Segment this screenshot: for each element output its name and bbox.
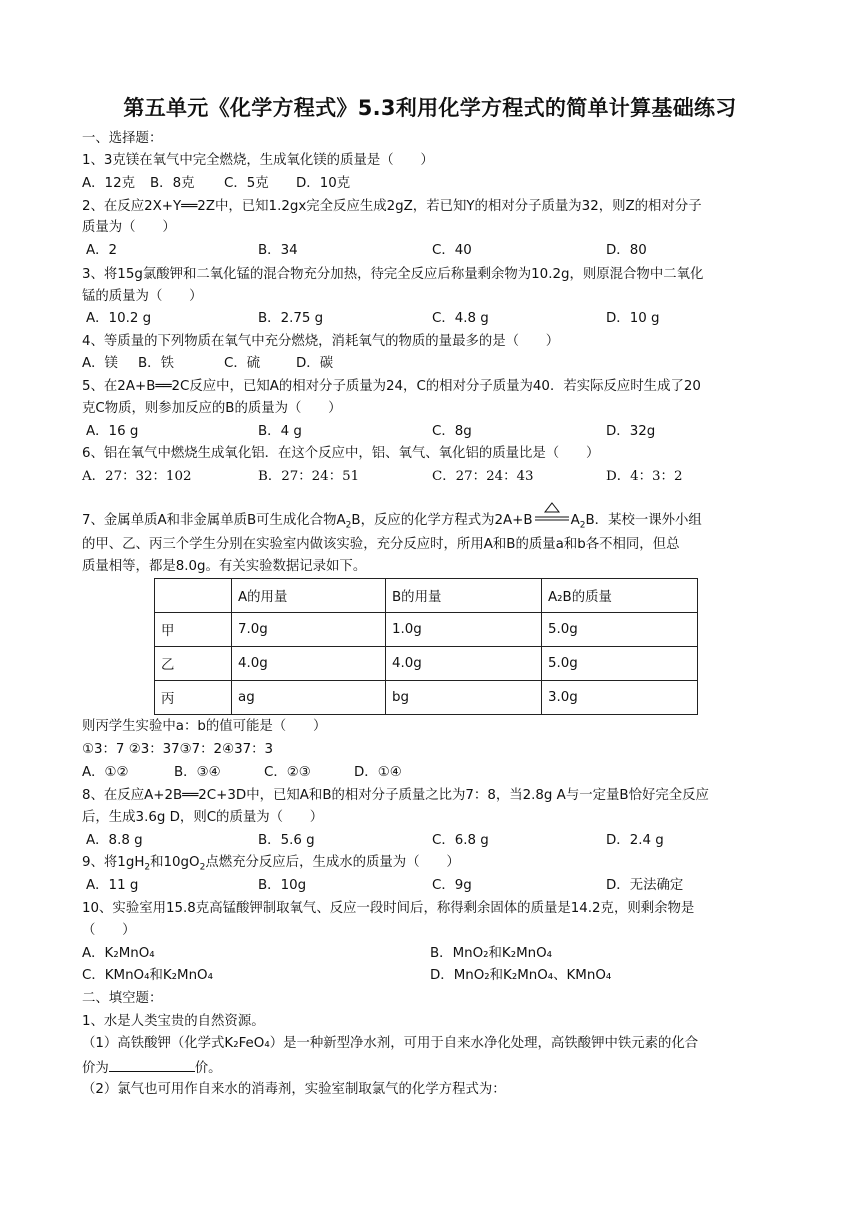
option-b: B．4 g [258,424,302,439]
table-header-cell: A₂B的质量 [542,579,698,613]
option-c: C．4.8 g [432,311,489,326]
question-2-options [82,242,782,260]
table-cell: 3.0g [542,681,698,715]
fill-1-part-2: （2）氯气也可用作自来水的消毒剂，实验室制取氯气的化学方程式为： [82,1082,506,1097]
table-cell: 1.0g [386,613,542,647]
table-cell: 5.0g [542,613,698,647]
option-d: D．2.4 g [606,833,664,848]
table-header-row [155,579,698,613]
option-b: B．MnO₂和K₂MnO₄ [430,946,553,961]
fill-1-part-1-line-1: （1）高铁酸钾（化学式K₂FeO₄）是一种新型净水剂，可用于自来水净化处理，高铁酸钾中铁元素的化合 [82,1036,699,1051]
option-a: A．①② [82,765,129,780]
option-c: C．5克 [224,176,269,191]
q7-text-a: 7、金属单质A和非金属单质B可生成化合物A [82,513,346,528]
option-a: A．2 [86,243,118,258]
question-5-options [82,423,782,441]
experiment-data-table [154,578,698,715]
question-5-line-2: 克C物质，则参加反应的B的质量为（ ） [82,401,342,416]
option-d: D．10 g [606,311,660,326]
question-4-options [82,355,782,373]
option-a: A．镁 [82,356,118,371]
option-c: C．9g [432,878,472,893]
section-heading-choice: 一、选择题： [82,131,163,146]
page-title: 第五单元《化学方程式》5.3利用化学方程式的简单计算基础练习 [123,96,737,120]
table-cell: 4.0g [232,647,386,681]
question-4-stem: 4、等质量的下列物质在氧气中充分燃烧，消耗氧气的物质的量最多的是（ ） [82,334,560,349]
q7-text-c: A [570,513,580,528]
question-7-line-2: 的甲、乙、丙三个学生分别在实验室内做该实验，充分反应时，所用A和B的质量a和b各不相同，但总 [82,537,680,552]
heating-condition-icon [533,510,571,526]
section-heading-fill: 二、填空题： [82,991,163,1006]
option-c: C．40 [432,243,472,258]
question-6-options [82,468,782,486]
question-3-line-1: 3、将15g氯酸钾和二氧化锰的混合物充分加热，待完全反应后称量剩余物为10.2g，则原混合物中二氧化 [82,267,704,282]
question-6-stem: 6、铝在氧气中燃烧生成氧化铝．在这个反应中，铝、氧气、氧化铝的质量比是（ ） [82,446,600,461]
option-b: B．2.75 g [258,311,324,326]
option-a: A．K₂MnO₄ [82,946,155,961]
option-a: A．11 g [86,878,139,893]
q9-text-c: 点燃充分反应后，生成水的质量为（ ） [205,855,460,870]
option-a: A．12克 [82,176,135,191]
table-cell: 甲 [155,613,232,647]
option-b: B．10g [258,878,307,893]
subscript: 2 [579,520,586,531]
option-a: A．27：32：102 [82,469,192,484]
question-9-stem [82,854,776,877]
option-d: D．MnO₂和K₂MnO₄、KMnO₄ [430,968,612,983]
option-b: B．铁 [138,356,174,371]
q7-text-b: B，反应的化学方程式为2A+B [351,513,533,528]
question-2-line-1: 2、在反应2X+Y══2Z中，已知1.2gx完全反应生成2gZ，若已知Y的相对分子质量为32，则Z的相对分子 [82,199,702,214]
option-a: A．8.8 g [86,833,143,848]
option-c: C．27：24：43 [432,469,534,484]
table-cell: bg [386,681,542,715]
option-b: B．③④ [174,765,221,780]
question-3-options [82,310,782,328]
fill-1-text-b: 价。 [194,1061,222,1076]
question-5-line-1: 5、在2A+B══2C反应中，已知A的相对分子质量为24，C的相对分子质量为40．若实际反应时生成了20 [82,379,701,394]
table-row [155,681,698,715]
option-b: B．34 [258,243,298,258]
question-10-options-row-2 [82,967,782,985]
question-1-stem: 1、3克镁在氧气中完全燃烧，生成氧化镁的质量是（ ） [82,153,434,168]
option-b: B．27：24：51 [258,469,360,484]
question-1-options [82,175,782,193]
question-8-options [82,832,782,850]
option-b: B．8克 [150,176,195,191]
table-cell: 7.0g [232,613,386,647]
question-7-choices: ①3：7 ②3：37③7：2④37：3 [82,742,274,757]
question-7-options [82,764,782,782]
question-3-line-2: 锰的质量为（ ） [82,289,203,304]
table-cell: ag [232,681,386,715]
question-8-line-2: 后，生成3.6g D，则C的质量为（ ） [82,810,324,825]
fill-1-intro: 1、水是人类宝贵的自然资源。 [82,1014,265,1029]
option-d: D．10克 [296,176,351,191]
question-10-options-row-1 [82,945,782,963]
option-c: C．②③ [264,765,311,780]
option-d: D．无法确定 [606,878,684,893]
question-7-line-3: 质量相等，都是8.0g。有关实验数据记录如下。 [82,559,367,574]
answer-blank[interactable] [109,1058,195,1072]
question-2-line-2: 质量为（ ） [82,220,176,235]
table-row [155,647,698,681]
option-c: C．8g [432,424,472,439]
option-a: A．16 g [86,424,139,439]
option-d: D．80 [606,243,647,258]
fill-1-part-1-line-2 [82,1058,776,1078]
table-header-cell: B的用量 [386,579,542,613]
option-c: C．6.8 g [432,833,489,848]
question-10-line-2: （ ） [82,923,136,938]
option-d: D．碳 [296,356,334,371]
q7-text-d: B．某校一课外小组 [585,513,702,528]
table-cell: 4.0g [386,647,542,681]
question-7-line-1 [82,510,776,535]
table-cell: 5.0g [542,647,698,681]
question-7-prompt: 则丙学生实验中a：b的值可能是（ ） [82,719,327,734]
question-8-line-1: 8、在反应A+2B══2C+3D中，已知A和B的相对分子质量之比为7：8，当2.8g A与一定量B恰好完全反应 [82,788,709,803]
table-cell: 丙 [155,681,232,715]
option-c: C．硫 [224,356,261,371]
fill-1-text-a: 价为 [82,1061,109,1076]
option-d: D．①④ [354,765,402,780]
option-c: C．KMnO₄和K₂MnO₄ [82,968,213,983]
question-10-line-1: 10、实验室用15.8克高锰酸钾制取氧气、反应一段时间后，称得剩余固体的质量是14.2克，则剩余物是 [82,901,695,916]
q9-text-b: 和10gO [150,855,200,870]
table-header-cell: A的用量 [232,579,386,613]
q9-text-a: 9、将1gH [82,855,145,870]
subscript: 2 [144,862,151,873]
table-row [155,613,698,647]
option-d: D．4：3：2 [606,469,683,484]
table-cell: 乙 [155,647,232,681]
question-9-options [82,877,782,895]
option-b: B．5.6 g [258,833,315,848]
option-a: A．10.2 g [86,311,152,326]
table-header-cell [155,579,232,613]
subscript: 2 [199,862,206,873]
subscript: 2 [345,520,352,531]
option-d: D．32g [606,424,656,439]
